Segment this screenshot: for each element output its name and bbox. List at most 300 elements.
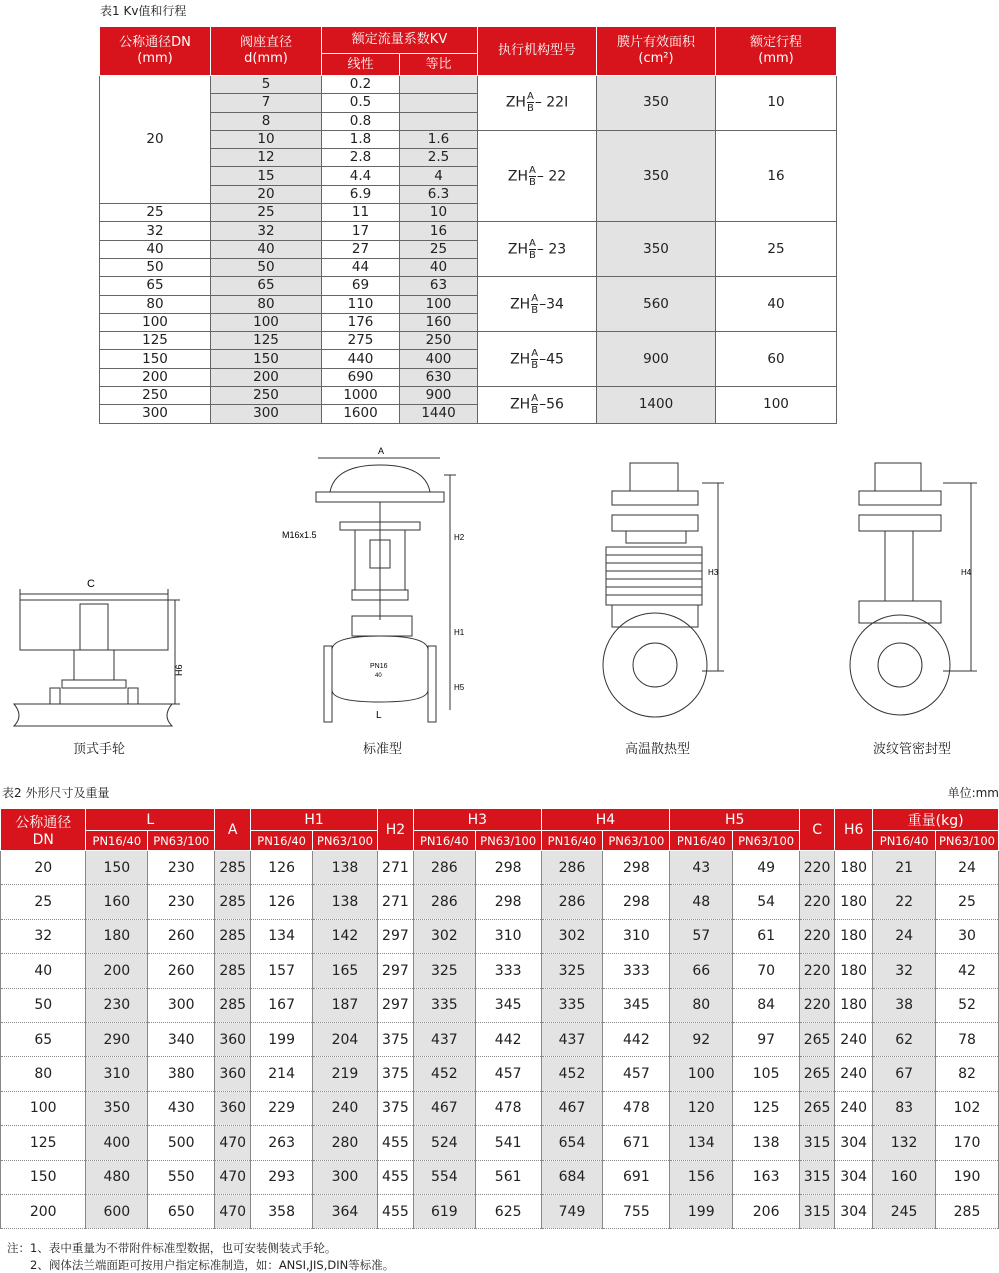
dimension-cell: 163 <box>733 1160 800 1194</box>
dimension-cell: 437 <box>541 1022 603 1056</box>
dimension-cell: 62 <box>873 1022 936 1056</box>
t2-subheader-pn63: PN63/100 <box>148 831 215 851</box>
dimension-cell: 333 <box>603 954 670 988</box>
dimension-cell: 480 <box>86 1160 148 1194</box>
dimension-cell: 260 <box>148 919 215 953</box>
kv-row <box>100 277 837 295</box>
dimension-cell: 297 <box>377 954 413 988</box>
dimension-cell: 206 <box>733 1194 800 1228</box>
dimension-cell: 142 <box>313 919 378 953</box>
dimension-weight-table <box>0 808 999 1229</box>
dimension-cell: 561 <box>475 1160 541 1194</box>
dimension-cell: 550 <box>148 1160 215 1194</box>
equal-cell: 1440 <box>400 405 478 423</box>
dimension-cell: 83 <box>873 1091 936 1125</box>
dimension-cell: 265 <box>800 1091 835 1125</box>
dimension-cell: 48 <box>670 885 733 919</box>
linear-cell: 1000 <box>322 387 400 405</box>
actuator-fraction <box>529 165 536 188</box>
dimension-cell: 220 <box>800 988 835 1022</box>
dimension-cell: 285 <box>215 885 251 919</box>
dimension-cell: 625 <box>475 1194 541 1228</box>
actuator-prefix: ZH <box>507 241 528 258</box>
label-bellows: 波纹管密封型 <box>873 742 952 757</box>
dimension-cell: 298 <box>475 885 541 919</box>
dimension-cell: 375 <box>377 1022 413 1056</box>
dimension-cell: 755 <box>603 1194 670 1228</box>
dimension-cell: 358 <box>251 1194 313 1228</box>
linear-cell: 11 <box>322 204 400 222</box>
note-1: 注：1、表中重量为不带附件标准型数据，也可安装侧装式手轮。 <box>7 1241 337 1255</box>
dimension-cell: 260 <box>148 954 215 988</box>
dimension-cell: 200 <box>86 954 148 988</box>
header-kv: 额定流量系数KV <box>322 27 478 54</box>
dimension-cell: 467 <box>413 1091 475 1125</box>
dimension-row <box>1 954 999 988</box>
dimension-cell: 310 <box>86 1057 148 1091</box>
label-top-handwheel: 顶式手轮 <box>73 742 126 757</box>
actuator-suffix: –56 <box>539 396 564 413</box>
dimension-cell: 335 <box>413 988 475 1022</box>
dimension-cell: 100 <box>670 1057 733 1091</box>
dimension-cell: 684 <box>541 1160 603 1194</box>
dimension-cell: 125 <box>1 1126 86 1160</box>
t2-subheader-pn16: PN16/40 <box>873 831 936 851</box>
dimension-cell: 138 <box>313 885 378 919</box>
dn-cell: 65 <box>100 277 211 295</box>
dimension-cell: 298 <box>603 851 670 885</box>
dimension-cell: 156 <box>670 1160 733 1194</box>
header-area: 膜片有效面积 (cm²) <box>597 27 716 76</box>
dimension-cell: 304 <box>835 1160 873 1194</box>
actuator-cell <box>478 222 597 277</box>
dimension-cell: 180 <box>835 851 873 885</box>
dimension-cell: 97 <box>733 1022 800 1056</box>
t2-header-c: C <box>800 809 835 851</box>
standard-valve-drawing <box>280 440 470 730</box>
fraction-top: A <box>526 91 534 103</box>
dimension-cell: 230 <box>148 851 215 885</box>
kv-row <box>100 222 837 240</box>
dimension-cell: 38 <box>873 988 936 1022</box>
t2-header-h1: H1 <box>251 809 378 831</box>
dimension-cell: 470 <box>215 1194 251 1228</box>
dimension-cell: 286 <box>541 885 603 919</box>
seat-cell: 150 <box>211 350 322 368</box>
dimension-cell: 160 <box>873 1160 936 1194</box>
dimension-cell: 80 <box>670 988 733 1022</box>
dimension-cell: 160 <box>86 885 148 919</box>
seat-cell: 65 <box>211 277 322 295</box>
dimension-cell: 32 <box>873 954 936 988</box>
header-actuator: 执行机构型号 <box>478 27 597 76</box>
dimension-cell: 345 <box>475 988 541 1022</box>
dimension-cell: 300 <box>313 1160 378 1194</box>
dimension-cell: 100 <box>1 1091 86 1125</box>
dimension-cell: 230 <box>86 988 148 1022</box>
seat-cell: 8 <box>211 112 322 130</box>
dimension-cell: 78 <box>936 1022 999 1056</box>
dimension-cell: 285 <box>215 919 251 953</box>
dimension-cell: 150 <box>86 851 148 885</box>
dimension-cell: 180 <box>835 885 873 919</box>
stroke-cell: 16 <box>716 130 837 221</box>
dimension-cell: 430 <box>148 1091 215 1125</box>
dimension-cell: 749 <box>541 1194 603 1228</box>
dimension-cell: 219 <box>313 1057 378 1091</box>
fraction-top: A <box>531 347 539 359</box>
equal-cell: 2.5 <box>400 149 478 167</box>
dimension-cell: 50 <box>1 988 86 1022</box>
actuator-cell <box>478 76 597 131</box>
dn-cell: 40 <box>100 240 211 258</box>
dn-cell: 250 <box>100 387 211 405</box>
linear-cell: 4.4 <box>322 167 400 185</box>
dn-cell: 100 <box>100 313 211 331</box>
equal-cell: 40 <box>400 258 478 276</box>
dimension-cell: 20 <box>1 851 86 885</box>
dimension-cell: 310 <box>475 919 541 953</box>
actuator-prefix: ZH <box>510 396 531 413</box>
t2-header-h3: H3 <box>413 809 541 831</box>
dimension-cell: 180 <box>835 919 873 953</box>
dimension-cell: 126 <box>251 885 313 919</box>
header-stroke: 额定行程 (mm) <box>716 27 837 76</box>
dimension-cell: 57 <box>670 919 733 953</box>
t2-subheader-pn63: PN63/100 <box>733 831 800 851</box>
fraction-bottom: B <box>531 304 539 316</box>
t2-header-h6: H6 <box>835 809 873 851</box>
actuator-suffix: – 22I <box>534 94 569 111</box>
table2-unit: 单位:mm <box>947 786 999 800</box>
dimension-cell: 364 <box>313 1194 378 1228</box>
seat-cell: 20 <box>211 185 322 203</box>
dimension-cell: 654 <box>541 1126 603 1160</box>
actuator-suffix: – 23 <box>536 241 567 258</box>
linear-cell: 1.8 <box>322 130 400 148</box>
dn-cell: 20 <box>100 76 211 204</box>
actuator-fraction <box>531 393 538 416</box>
dimension-cell: 200 <box>1 1194 86 1228</box>
dimension-cell: 52 <box>936 988 999 1022</box>
dimension-cell: 280 <box>313 1126 378 1160</box>
dimension-cell: 240 <box>835 1022 873 1056</box>
dimension-cell: 286 <box>413 885 475 919</box>
seat-cell: 200 <box>211 368 322 386</box>
actuator-prefix: ZH <box>505 94 526 111</box>
dimension-cell: 691 <box>603 1160 670 1194</box>
seat-cell: 125 <box>211 332 322 350</box>
seat-cell: 40 <box>211 240 322 258</box>
dimension-cell: 302 <box>541 919 603 953</box>
actuator-cell <box>478 387 597 424</box>
dimension-cell: 600 <box>86 1194 148 1228</box>
dimension-cell: 671 <box>603 1126 670 1160</box>
dimension-row <box>1 1160 999 1194</box>
fraction-bottom: B <box>529 176 536 188</box>
dimension-cell: 199 <box>670 1194 733 1228</box>
dimension-cell: 304 <box>835 1194 873 1228</box>
dim-h4: H4 <box>961 568 972 577</box>
kv-row <box>100 332 837 350</box>
dimension-cell: 298 <box>475 851 541 885</box>
dimension-cell: 285 <box>215 954 251 988</box>
dimension-cell: 240 <box>835 1091 873 1125</box>
dimension-cell: 452 <box>541 1057 603 1091</box>
dimension-row <box>1 1126 999 1160</box>
dim-l: L <box>376 710 382 721</box>
equal-cell: 10 <box>400 204 478 222</box>
t2-subheader-pn16: PN16/40 <box>251 831 313 851</box>
dimension-cell: 315 <box>800 1194 835 1228</box>
dimension-cell: 30 <box>936 919 999 953</box>
dimension-cell: 360 <box>215 1091 251 1125</box>
dimension-cell: 230 <box>148 885 215 919</box>
actuator-cell <box>478 277 597 332</box>
t2-subheader-pn16: PN16/40 <box>413 831 475 851</box>
dimension-cell: 170 <box>936 1126 999 1160</box>
equal-cell: 6.3 <box>400 185 478 203</box>
dimension-cell: 335 <box>541 988 603 1022</box>
t2-header-weight: 重量(kg) <box>873 809 999 831</box>
dimension-cell: 360 <box>215 1022 251 1056</box>
dimension-cell: 220 <box>800 954 835 988</box>
t2-subheader-pn63: PN63/100 <box>936 831 999 851</box>
t2-subheader-pn16: PN16/40 <box>670 831 733 851</box>
dimension-cell: 32 <box>1 919 86 953</box>
t2-subheader-pn16: PN16/40 <box>541 831 603 851</box>
dimension-cell: 120 <box>670 1091 733 1125</box>
dimension-cell: 134 <box>670 1126 733 1160</box>
equal-cell: 250 <box>400 332 478 350</box>
dimension-row <box>1 1091 999 1125</box>
seat-cell: 10 <box>211 130 322 148</box>
linear-cell: 110 <box>322 295 400 313</box>
equal-cell: 4 <box>400 167 478 185</box>
dimension-cell: 271 <box>377 885 413 919</box>
dimension-cell: 470 <box>215 1160 251 1194</box>
dimension-cell: 125 <box>733 1091 800 1125</box>
equal-cell: 630 <box>400 368 478 386</box>
equal-cell <box>400 112 478 130</box>
kv-row <box>100 387 837 405</box>
label-high-temp: 高温散热型 <box>625 742 691 757</box>
dimension-cell: 240 <box>835 1057 873 1091</box>
actuator-suffix: –34 <box>539 296 564 313</box>
seat-cell: 32 <box>211 222 322 240</box>
dimension-cell: 67 <box>873 1057 936 1091</box>
equal-cell: 160 <box>400 313 478 331</box>
dn-cell: 200 <box>100 368 211 386</box>
dimension-cell: 455 <box>377 1160 413 1194</box>
dimension-cell: 650 <box>148 1194 215 1228</box>
dimension-cell: 500 <box>148 1126 215 1160</box>
dn-cell: 125 <box>100 332 211 350</box>
dimension-cell: 165 <box>313 954 378 988</box>
fraction-bottom: B <box>526 103 534 115</box>
seat-cell: 250 <box>211 387 322 405</box>
dimension-cell: 49 <box>733 851 800 885</box>
dimension-cell: 340 <box>148 1022 215 1056</box>
dim-h1: H1 <box>454 628 465 637</box>
dimension-cell: 157 <box>251 954 313 988</box>
area-cell: 560 <box>597 277 716 332</box>
dimension-cell: 138 <box>733 1126 800 1160</box>
dimension-cell: 167 <box>251 988 313 1022</box>
dimension-cell: 214 <box>251 1057 313 1091</box>
dimension-cell: 265 <box>800 1022 835 1056</box>
dimension-cell: 302 <box>413 919 475 953</box>
stroke-cell: 60 <box>716 332 837 387</box>
dim-h2: H2 <box>454 533 465 542</box>
actuator-prefix: ZH <box>510 296 531 313</box>
equal-cell: 900 <box>400 387 478 405</box>
dimension-cell: 285 <box>936 1194 999 1228</box>
dimension-cell: 290 <box>86 1022 148 1056</box>
fraction-bottom: B <box>531 405 539 417</box>
dimension-cell: 42 <box>936 954 999 988</box>
dimension-cell: 478 <box>603 1091 670 1125</box>
area-cell: 1400 <box>597 387 716 424</box>
linear-cell: 690 <box>322 368 400 386</box>
area-cell: 350 <box>597 222 716 277</box>
linear-cell: 17 <box>322 222 400 240</box>
dimension-cell: 265 <box>800 1057 835 1091</box>
dim-a: A <box>378 446 385 456</box>
actuator-suffix: – 22 <box>536 168 567 185</box>
dimension-cell: 478 <box>475 1091 541 1125</box>
dimension-cell: 541 <box>475 1126 541 1160</box>
linear-cell: 275 <box>322 332 400 350</box>
equal-cell: 25 <box>400 240 478 258</box>
dimension-cell: 619 <box>413 1194 475 1228</box>
seat-cell: 80 <box>211 295 322 313</box>
dimension-cell: 437 <box>413 1022 475 1056</box>
dim-m16: M16x1.5 <box>282 530 317 540</box>
dim-c: C <box>87 578 95 590</box>
t2-header-h4: H4 <box>541 809 670 831</box>
actuator-suffix: –45 <box>539 351 564 368</box>
linear-cell: 27 <box>322 240 400 258</box>
actuator-prefix: ZH <box>510 351 531 368</box>
dimension-row <box>1 988 999 1022</box>
dimension-cell: 452 <box>413 1057 475 1091</box>
area-cell: 900 <box>597 332 716 387</box>
dimension-cell: 54 <box>733 885 800 919</box>
dimension-cell: 470 <box>215 1126 251 1160</box>
dimension-cell: 293 <box>251 1160 313 1194</box>
seat-cell: 12 <box>211 149 322 167</box>
dimension-cell: 61 <box>733 919 800 953</box>
linear-cell: 2.8 <box>322 149 400 167</box>
dimension-cell: 220 <box>800 885 835 919</box>
dimension-cell: 400 <box>86 1126 148 1160</box>
dimension-cell: 286 <box>413 851 475 885</box>
dimension-cell: 199 <box>251 1022 313 1056</box>
dimension-cell: 204 <box>313 1022 378 1056</box>
dimension-cell: 105 <box>733 1057 800 1091</box>
dimension-row <box>1 1022 999 1056</box>
header-seat: 阀座直径 d(mm) <box>211 27 322 76</box>
dimension-cell: 180 <box>835 954 873 988</box>
seat-cell: 5 <box>211 76 322 94</box>
label-standard: 标准型 <box>363 742 403 757</box>
dimension-row <box>1 885 999 919</box>
dimension-cell: 457 <box>475 1057 541 1091</box>
seat-cell: 25 <box>211 204 322 222</box>
equal-cell <box>400 76 478 94</box>
dimension-cell: 92 <box>670 1022 733 1056</box>
table1-caption: 表1 Kv值和行程 <box>100 4 187 18</box>
area-cell: 350 <box>597 130 716 221</box>
dn-cell: 150 <box>100 350 211 368</box>
dimension-cell: 21 <box>873 851 936 885</box>
dn-cell: 32 <box>100 222 211 240</box>
dim-pn2: 40 <box>375 673 382 679</box>
seat-cell: 100 <box>211 313 322 331</box>
seat-cell: 50 <box>211 258 322 276</box>
dimension-cell: 442 <box>603 1022 670 1056</box>
dimension-cell: 240 <box>313 1091 378 1125</box>
high-temp-valve-drawing <box>590 455 740 730</box>
dimension-row <box>1 1194 999 1228</box>
dimension-cell: 380 <box>148 1057 215 1091</box>
linear-cell: 0.2 <box>322 76 400 94</box>
t2-header-h5: H5 <box>670 809 800 831</box>
equal-cell <box>400 94 478 112</box>
fraction-bottom: B <box>531 359 539 371</box>
dimension-cell: 304 <box>835 1126 873 1160</box>
dn-cell: 50 <box>100 258 211 276</box>
dimension-cell: 102 <box>936 1091 999 1125</box>
dimension-cell: 457 <box>603 1057 670 1091</box>
dimension-cell: 138 <box>313 851 378 885</box>
t2-header-a: A <box>215 809 251 851</box>
dimension-cell: 325 <box>541 954 603 988</box>
fraction-bottom: B <box>529 249 536 261</box>
fraction-top: A <box>531 292 539 304</box>
actuator-fraction <box>529 238 536 261</box>
dn-cell: 25 <box>100 204 211 222</box>
actuator-fraction <box>531 293 538 316</box>
dimension-cell: 180 <box>86 919 148 953</box>
linear-cell: 176 <box>322 313 400 331</box>
equal-cell: 63 <box>400 277 478 295</box>
t2-subheader-pn63: PN63/100 <box>475 831 541 851</box>
dimension-cell: 229 <box>251 1091 313 1125</box>
dimension-cell: 220 <box>800 919 835 953</box>
dimension-cell: 333 <box>475 954 541 988</box>
dimension-cell: 24 <box>936 851 999 885</box>
dimension-cell: 134 <box>251 919 313 953</box>
dimension-row <box>1 1057 999 1091</box>
equal-cell: 16 <box>400 222 478 240</box>
dimension-cell: 180 <box>835 988 873 1022</box>
dimension-cell: 455 <box>377 1126 413 1160</box>
fraction-top: A <box>529 237 536 249</box>
dimension-cell: 25 <box>936 885 999 919</box>
dimension-cell: 271 <box>377 851 413 885</box>
dimension-cell: 360 <box>215 1057 251 1091</box>
dimension-cell: 315 <box>800 1126 835 1160</box>
linear-cell: 44 <box>322 258 400 276</box>
header-equal: 等比 <box>400 54 478 76</box>
t2-subheader-pn63: PN63/100 <box>603 831 670 851</box>
dimension-cell: 263 <box>251 1126 313 1160</box>
dimension-cell: 442 <box>475 1022 541 1056</box>
t2-subheader-pn16: PN16/40 <box>86 831 148 851</box>
linear-cell: 69 <box>322 277 400 295</box>
